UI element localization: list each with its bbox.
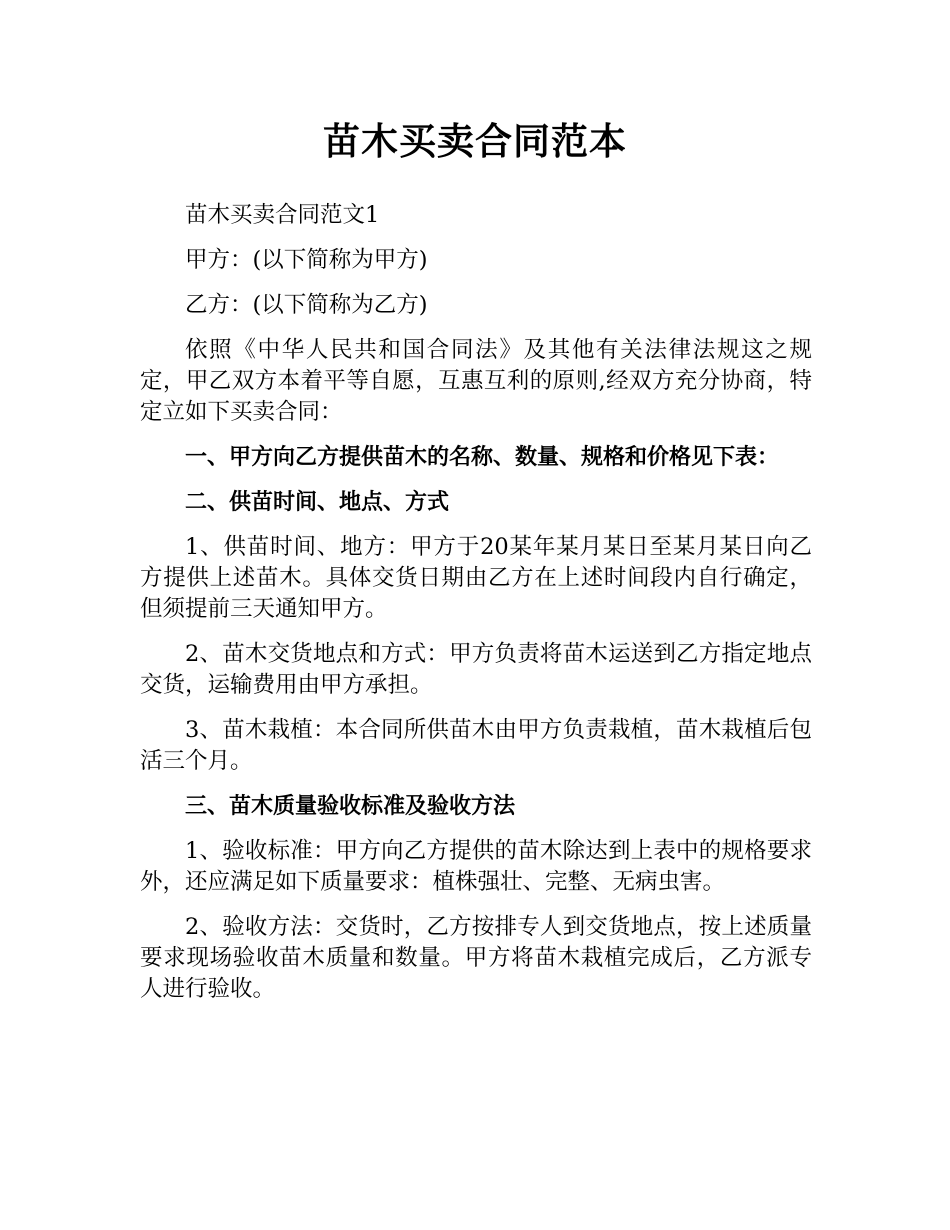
document-title: 苗木买卖合同范本: [323, 120, 627, 163]
clause-2-1: 1、供苗时间、地方：甲方于20某年某月某日至某月某日向乙方提供上述苗木。具体交货日期由乙方在上述时间段内自行确定，但须提前三天通知甲方。: [140, 534, 812, 622]
clause-2-3: 3、苗木栽植：本合同所供苗木由甲方负责栽植，苗木栽植后包活三个月。: [140, 717, 812, 774]
clause-3-1: 1、验收标准：甲方向乙方提供的苗木除达到上表中的规格要求外，还应满足如下质量要求：植株强壮、完整、无病虫害。: [140, 838, 812, 895]
section-heading-2: 二、供苗时间、地点、方式: [185, 490, 450, 515]
section-heading-1: 一、甲方向乙方提供苗木的名称、数量、规格和价格见下表：: [185, 445, 780, 470]
preamble-paragraph: 依照《中华人民共和国合同法》及其他有关法律法规这之规定，甲乙双方本着平等自愿，互惠互利的原则,经双方充分协商，特定立如下买卖合同：: [140, 337, 812, 425]
contract-subtitle: 苗木买卖合同范文1: [185, 202, 380, 228]
section-heading-3: 三、苗木质量验收标准及验收方法: [185, 794, 516, 819]
party-a-line: 甲方：(以下简称为甲方): [185, 247, 428, 273]
clause-3-2: 2、验收方法：交货时，乙方按排专人到交货地点，按上述质量要求现场验收苗木质量和数量。甲方将苗木栽植完成后，乙方派专人进行验收。: [140, 914, 812, 1002]
party-b-line: 乙方：(以下简称为乙方): [185, 292, 428, 318]
clause-2-2: 2、苗木交货地点和方式：甲方负责将苗木运送到乙方指定地点交货，运输费用由甲方承担。: [140, 641, 812, 698]
document-body: [140, 200, 812, 1019]
